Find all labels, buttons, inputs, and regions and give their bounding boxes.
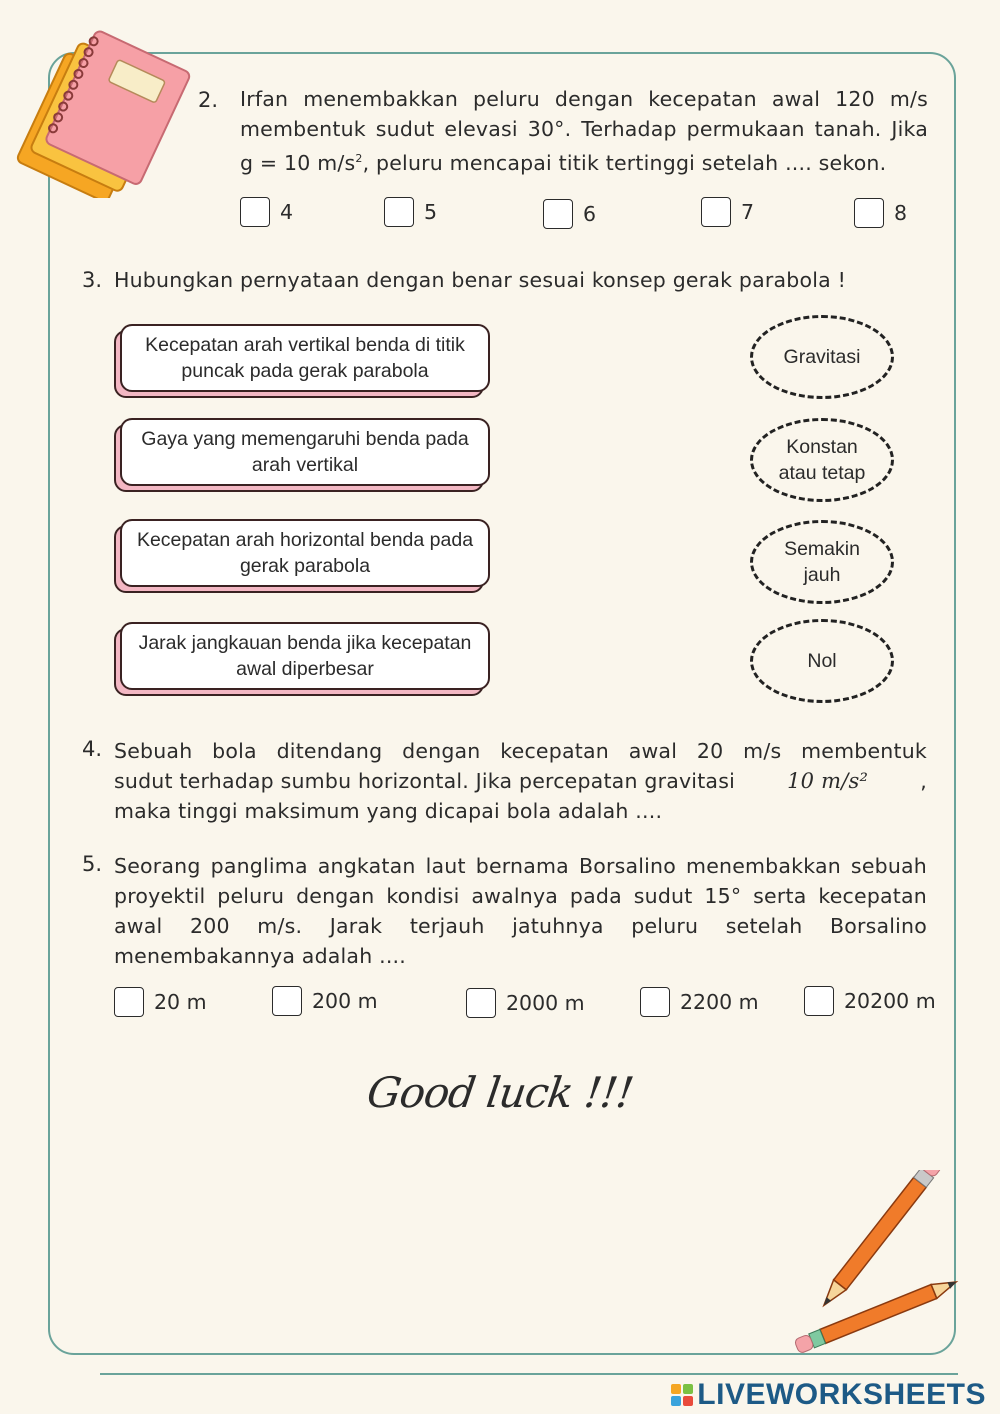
q5-text: Seorang panglima angkatan laut bernama Borsalino menembakkan sebuah proyektil peluru dengan kondisi awalnya pada sudut 15° serta kecepatan awal 200 m/s. Jarak terjauh jatuhnya peluru setelah Borsalino menembakannya adalah .... [114,854,927,968]
q5-option-4[interactable] [640,987,759,1017]
statement-text[interactable]: Jarak jangkauan benda jika kecepatan awal diperbesar [120,622,490,690]
q2-option-2[interactable] [384,197,437,227]
notebook-icon [12,18,192,198]
option-label: 4 [280,200,294,224]
checkbox[interactable] [543,199,573,229]
page-frame [48,52,956,1355]
option-label: 6 [583,202,597,226]
option-label: 2200 m [680,990,759,1014]
option-label: 20200 m [844,989,936,1013]
checkbox[interactable] [384,197,414,227]
q5-option-1[interactable] [114,987,207,1017]
gravity-formula: 10 m/s² [787,769,869,793]
closing-text: Good luck !!! [364,1068,636,1117]
q3-text: Hubungkan pernyataan dengan benar sesuai konsep gerak parabola ! [114,268,847,292]
pencil-icon [780,1170,960,1360]
q4-number: 4. [82,737,103,761]
option-label: 20 m [154,990,207,1014]
brand-name: LIVEWORKSHEETS [697,1378,986,1411]
checkbox[interactable] [804,986,834,1016]
checkbox[interactable] [240,197,270,227]
q5-number: 5. [82,852,103,876]
option-label: 7 [741,200,755,224]
statement-text[interactable]: Kecepatan arah vertikal benda di titik puncak pada gerak parabola [120,324,490,392]
q4-line3: maka tinggi maksimum yang dicapai bola adalah .... [114,799,663,823]
checkbox[interactable] [701,197,731,227]
checkbox[interactable] [272,986,302,1016]
option-label: 200 m [312,989,378,1013]
q5-option-2[interactable] [272,986,378,1016]
statement-card-4[interactable] [120,622,490,690]
option-label: 8 [894,201,908,225]
bottom-divider [100,1373,958,1375]
q2-line1: Irfan menembakkan peluru dengan kecepatan awal 120 m/s [240,87,928,111]
q2-option-4[interactable] [701,197,754,227]
q2-option-1[interactable] [240,197,293,227]
q3-number: 3. [82,268,103,292]
option-label: 2000 m [506,991,585,1015]
q4-text [114,736,927,826]
checkbox[interactable] [114,987,144,1017]
checkbox[interactable] [640,987,670,1017]
q2-line3: g = 10 $m/s^2$, peluru mencapai titik tertinggi setelah .... sekon. [240,150,887,175]
answer-oval-2[interactable]: Konstan atau tetap [750,418,894,502]
answer-oval-4[interactable]: Nol [750,619,894,703]
liveworksheets-logo [671,1378,986,1412]
q5-option-3[interactable] [466,988,585,1018]
checkbox[interactable] [466,988,496,1018]
checkbox[interactable] [854,198,884,228]
q2-number: 2. [198,88,219,112]
q2-option-3[interactable] [543,199,596,229]
statement-text[interactable]: Kecepatan arah horizontal benda pada gerak parabola [120,519,490,587]
answer-oval-1[interactable]: Gravitasi [750,315,894,399]
q2-option-5[interactable] [854,198,907,228]
q4-line2: sudut terhadap sumbu horizontal. Jika percepatan gravitasi 10 m/s² , [114,766,927,796]
statement-card-3[interactable] [120,519,490,587]
q5-option-5[interactable] [804,986,936,1016]
q4-line1: Sebuah bola ditendang dengan kecepatan awal 20 m/s membentuk [114,739,927,763]
brand-logo-icon [671,1384,693,1406]
q2-line2: membentuk sudut elevasi 30°. Terhadap permukaan tanah. Jika [240,117,928,141]
answer-oval-3[interactable]: Semakin jauh [750,520,894,604]
statement-card-1[interactable] [120,324,490,392]
q2-text [240,84,928,178]
statement-card-2[interactable] [120,418,490,486]
option-label: 5 [424,200,438,224]
statement-text[interactable]: Gaya yang memengaruhi benda pada arah vertikal [120,418,490,486]
